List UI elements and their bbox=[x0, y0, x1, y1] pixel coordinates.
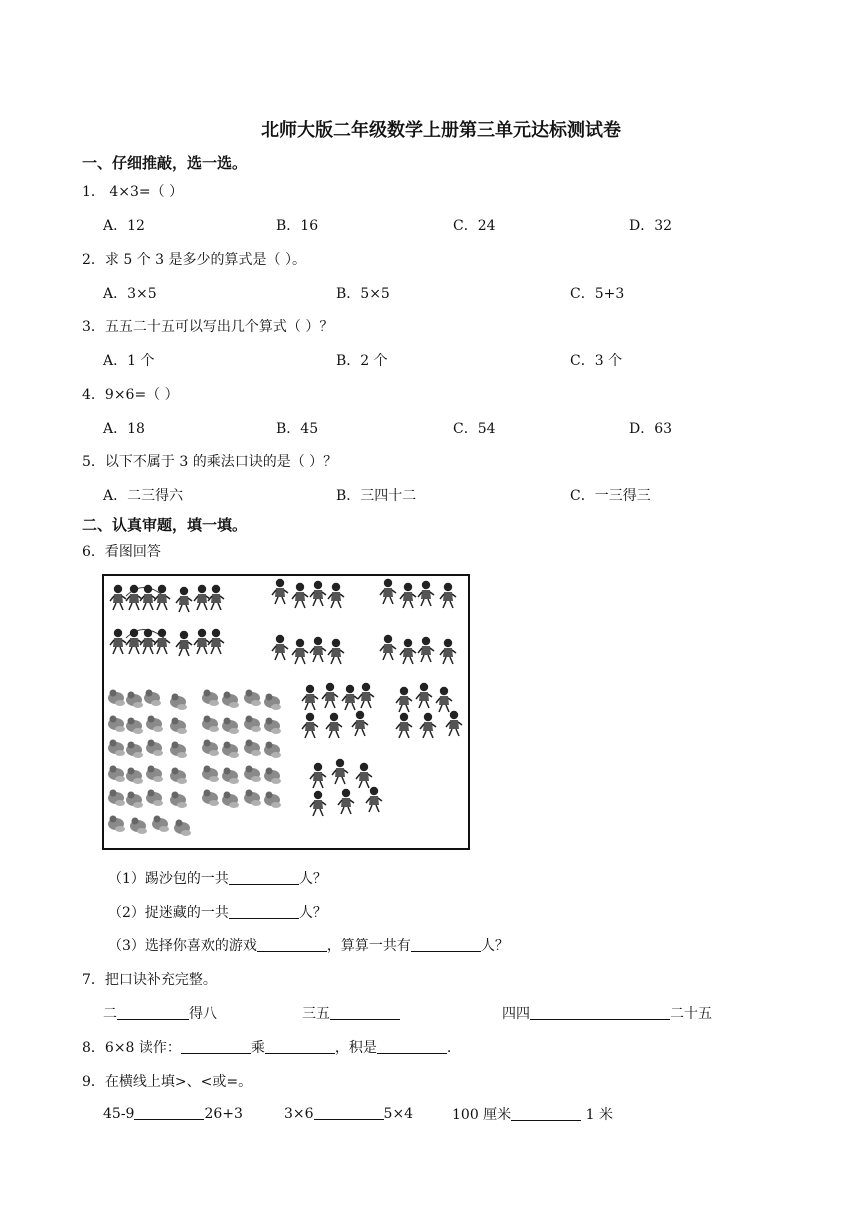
q9-item-2-blank[interactable] bbox=[314, 1104, 384, 1120]
q4-option-c: C．54 bbox=[453, 421, 496, 437]
question-2-stem: 2．求 5 个 3 是多少的算式是（ ）。 bbox=[82, 252, 306, 268]
q9-item-3-right: 1 米 bbox=[581, 1107, 613, 1123]
q9-item-1-blank[interactable] bbox=[134, 1104, 204, 1120]
q5-option-a: A．二三得六 bbox=[103, 488, 184, 504]
q1-option-b: B．16 bbox=[276, 218, 319, 234]
q6-sub2-suffix: 人？ bbox=[298, 905, 327, 921]
q3-option-a: A．1 个 bbox=[103, 353, 155, 369]
q6-sub2-blank[interactable] bbox=[229, 903, 299, 919]
q6-sub3-label: （3）选择你喜欢的游戏 bbox=[108, 938, 257, 954]
q8-mid-1: 乘 bbox=[250, 1040, 265, 1056]
page-title: 北师大版二年级数学上册第三单元达标测试卷 bbox=[261, 120, 621, 141]
q7-item-1-suffix: 得八 bbox=[189, 1006, 217, 1022]
q9-item-1 bbox=[103, 1104, 243, 1122]
q6-sub1-blank[interactable] bbox=[229, 869, 299, 885]
q5-option-b: B．三四十二 bbox=[336, 488, 417, 504]
q8-prefix: 8．6×8 读作： bbox=[82, 1040, 181, 1056]
q6-sub3-blank-game[interactable] bbox=[257, 936, 327, 952]
question-4-stem: 4．9×6=（ ） bbox=[82, 387, 179, 403]
question-9-stem: 9．在横线上填>、<或=。 bbox=[82, 1074, 253, 1090]
q2-option-c: C．5+3 bbox=[570, 286, 625, 302]
q4-option-d: D．63 bbox=[629, 421, 673, 437]
q6-sub1-suffix: 人？ bbox=[298, 871, 327, 887]
q9-item-3-blank[interactable] bbox=[511, 1105, 581, 1121]
q1-option-a: A．12 bbox=[103, 218, 145, 234]
q3-option-b: B．2 个 bbox=[336, 353, 388, 369]
question-3-stem: 3．五五二十五可以写出几个算式（ ）？ bbox=[82, 319, 334, 335]
q8-blank-3[interactable] bbox=[377, 1038, 447, 1054]
q7-item-1 bbox=[103, 1003, 217, 1023]
q7-item-2 bbox=[302, 1003, 400, 1023]
q6-sub1 bbox=[108, 868, 327, 888]
children-playing-illustration bbox=[102, 574, 470, 850]
q9-item-2 bbox=[284, 1104, 413, 1122]
q6-sub3-blank-count[interactable] bbox=[411, 936, 481, 952]
q8-blank-1[interactable] bbox=[181, 1038, 251, 1054]
q4-option-b: B．45 bbox=[276, 421, 319, 437]
q6-sub3-mid: ，算算一共有 bbox=[326, 938, 411, 954]
question-6-stem: 6．看图回答 bbox=[82, 544, 161, 560]
question-5-stem: 5．以下不属于 3 的乘法口诀的是（ ）？ bbox=[82, 454, 338, 470]
q7-item-1-blank[interactable] bbox=[117, 1004, 189, 1020]
q9-item-2-left: 3×6 bbox=[284, 1106, 314, 1122]
q4-option-a: A．18 bbox=[103, 421, 145, 437]
q3-option-c: C．3 个 bbox=[570, 353, 623, 369]
q1-option-d: D．32 bbox=[629, 218, 673, 234]
q5-option-c: C．一三得三 bbox=[570, 488, 651, 504]
q9-item-2-right: 5×4 bbox=[383, 1106, 414, 1122]
q8-suffix: . bbox=[446, 1040, 452, 1056]
q2-option-b: B．5×5 bbox=[336, 286, 390, 302]
q7-item-3-prefix: 四四 bbox=[502, 1006, 530, 1022]
q7-item-3 bbox=[502, 1003, 712, 1023]
q6-sub2-label: （2）捉迷藏的一共 bbox=[108, 905, 229, 921]
q1-option-c: C．24 bbox=[453, 218, 496, 234]
q8-mid-2: ，积是 bbox=[334, 1040, 377, 1056]
question-7-stem: 7．把口诀补充完整。 bbox=[82, 972, 217, 988]
q8-blank-2[interactable] bbox=[265, 1038, 335, 1054]
question-8 bbox=[82, 1037, 451, 1057]
q7-item-2-prefix: 三五 bbox=[302, 1006, 330, 1022]
q2-option-a: A．3×5 bbox=[103, 286, 157, 302]
question-1-stem: 1． 4×3=（ ） bbox=[82, 184, 184, 200]
q7-item-1-prefix: 二 bbox=[103, 1006, 117, 1022]
q9-item-1-left: 45-9 bbox=[103, 1106, 135, 1122]
q6-sub1-label: （1）踢沙包的一共 bbox=[108, 871, 229, 887]
section-1-heading: 一、仔细推敲，选一选。 bbox=[82, 154, 248, 172]
q7-item-3-blank[interactable] bbox=[530, 1004, 670, 1020]
q7-item-2-blank[interactable] bbox=[330, 1004, 400, 1020]
section-2-heading: 二、认真审题，填一填。 bbox=[82, 516, 248, 534]
q9-item-3-left: 100 厘米 bbox=[452, 1107, 512, 1123]
q6-sub3 bbox=[108, 935, 509, 955]
q9-item-1-right: 26+3 bbox=[204, 1106, 243, 1122]
q6-sub3-suffix: 人？ bbox=[480, 938, 509, 954]
q7-item-3-suffix: 二十五 bbox=[670, 1006, 712, 1022]
q6-sub2 bbox=[108, 902, 327, 922]
q9-item-3 bbox=[452, 1104, 613, 1124]
